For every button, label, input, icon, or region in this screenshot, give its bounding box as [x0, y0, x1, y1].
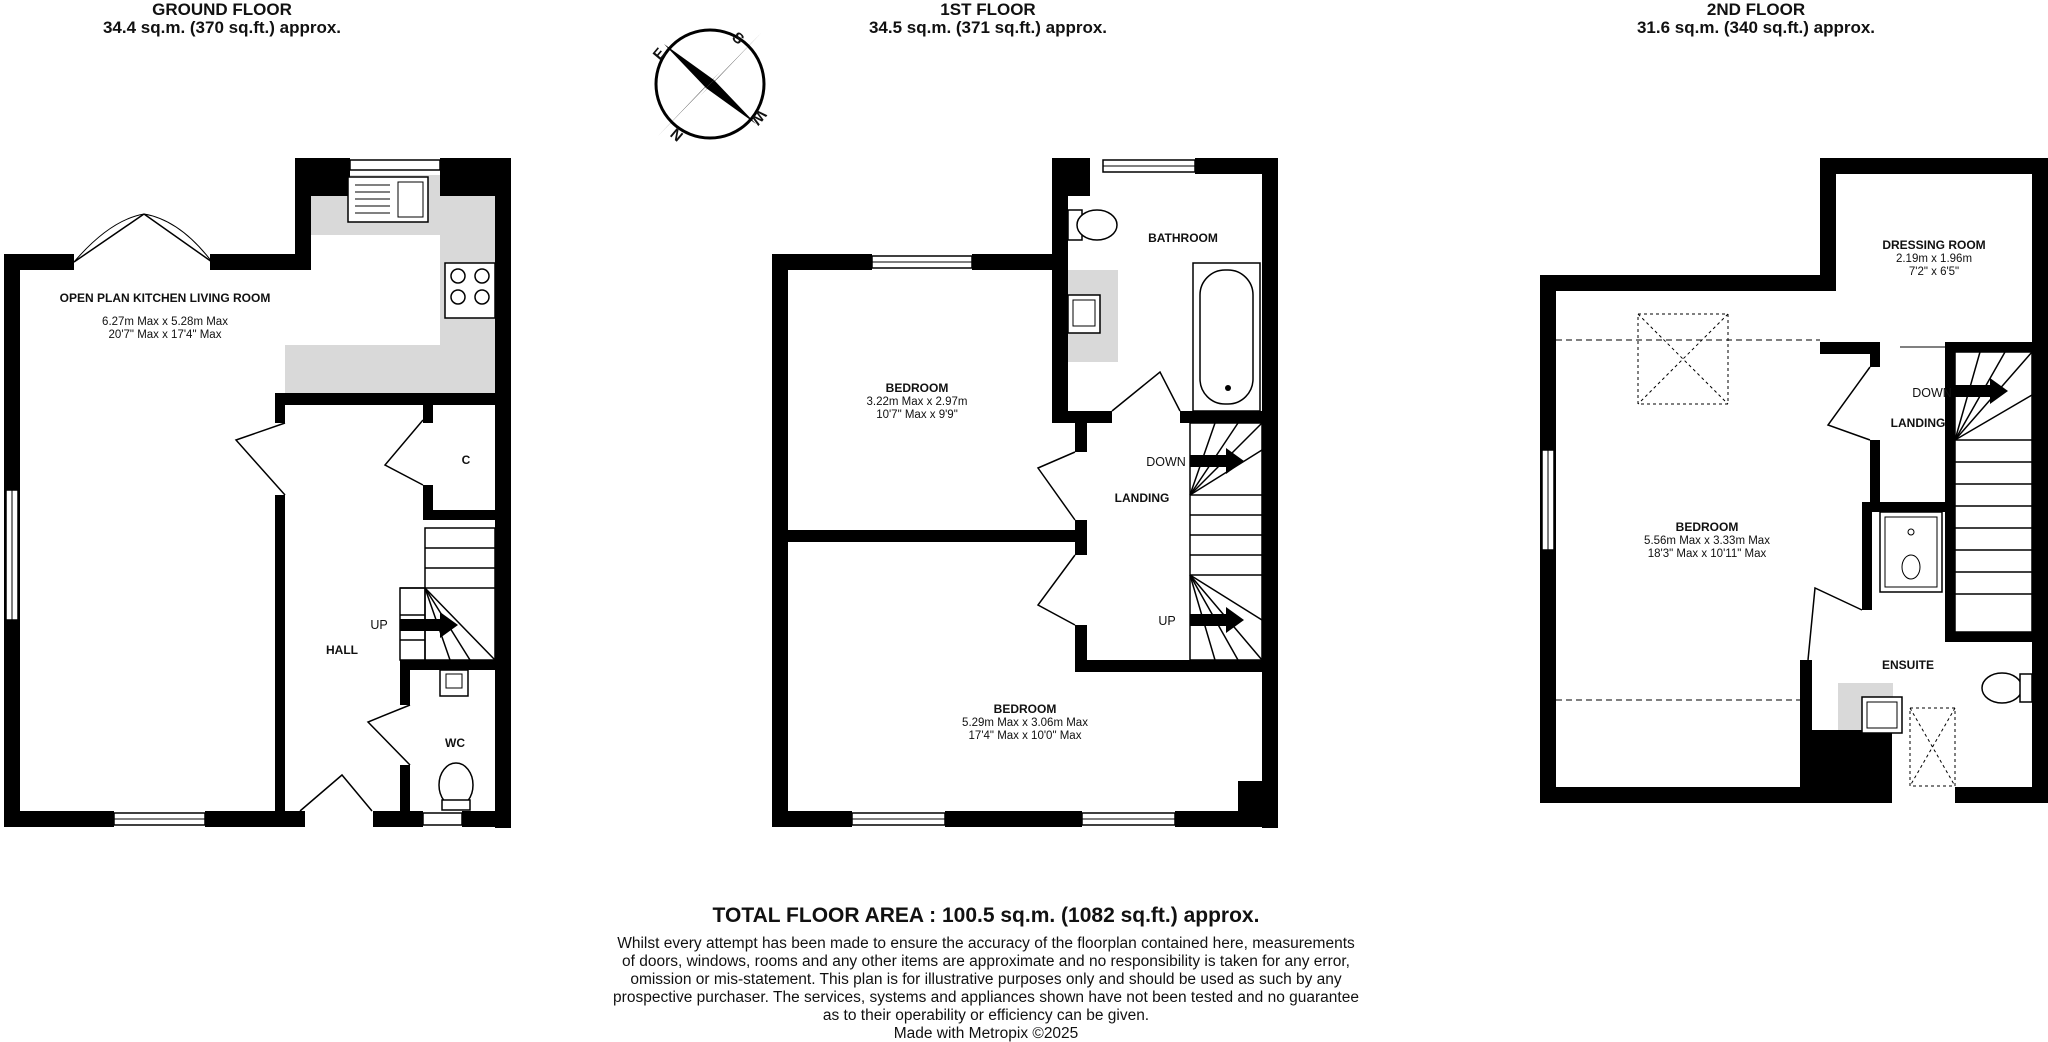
disclaimer-line: of doors, windows, rooms and any other items are approximate and no responsibility is taken for any error,	[621, 953, 1351, 970]
room-dim-kitchen-living-m: 6.27m Max x 5.28m Max	[102, 316, 228, 328]
room-name-bedroom-top: BEDROOM	[1675, 520, 1739, 534]
second-floor-area: 31.6 sq.m. (340 sq.ft.) approx.	[1636, 18, 1876, 37]
room-dim-bedroom-top-m: 5.56m Max x 3.33m Max	[1644, 535, 1770, 547]
ff-stairs-up-label: UP	[1158, 614, 1176, 628]
disclaimer-line: omission or mis-statement. This plan is for illustrative purposes only and should be used as such by any	[630, 971, 1342, 988]
sf-stairs-down-label: DOWN	[1912, 386, 1952, 400]
room-name-ff-landing: LANDING	[1114, 491, 1170, 505]
room-name-bedroom-large: BEDROOM	[993, 702, 1057, 716]
room-name-wc: WC	[445, 736, 465, 750]
room-name-cupboard: C	[461, 453, 471, 467]
room-dim-bedroom-large-ft: 17'4" Max x 10'0" Max	[968, 730, 1082, 742]
disclaimer-line: prospective purchaser. The services, systems and appliances shown have not been tested and no guarantee	[613, 989, 1359, 1006]
room-dim-dressing-ft: 7'2" x 6'5"	[1908, 266, 1960, 278]
compass-icon	[650, 29, 770, 145]
room-name-hall: HALL	[326, 643, 358, 657]
first-floor-title: 1ST FLOOR	[940, 0, 1036, 19]
room-name-bedroom-small: BEDROOM	[885, 381, 949, 395]
first-floor-area: 34.5 sq.m. (371 sq.ft.) approx.	[868, 18, 1108, 37]
disclaimer-line: as to their operability or efficiency can be given.	[822, 1007, 1150, 1024]
room-dim-bedroom-top-ft: 18'3" Max x 10'11" Max	[1647, 548, 1767, 560]
room-name-ensuite: ENSUITE	[1881, 658, 1935, 672]
room-dim-bedroom-small-ft: 10'7" Max x 9'9"	[876, 409, 958, 421]
room-dim-kitchen-living-ft: 20'7" Max x 17'4" Max	[108, 329, 222, 341]
second-floor-title: 2ND FLOOR	[1706, 0, 1806, 19]
room-dim-bedroom-large-m: 5.29m Max x 3.06m Max	[962, 717, 1088, 729]
compass-letter-w: W	[747, 106, 770, 128]
room-name-kitchen-living: OPEN PLAN KITCHEN LIVING ROOM	[59, 291, 271, 305]
compass-letter-e: E	[649, 44, 670, 64]
room-dim-bedroom-small-m: 3.22m Max x 2.97m	[866, 396, 968, 408]
room-dim-dressing-m: 2.19m x 1.96m	[1895, 253, 1973, 265]
total-floor-area: TOTAL FLOOR AREA : 100.5 sq.m. (1082 sq.ft.) approx.	[712, 904, 1260, 927]
compass-letter-s: S	[728, 28, 748, 49]
disclaimer-line: Whilst every attempt has been made to ensure the accuracy of the floorplan contained here, measurements	[617, 935, 1355, 952]
room-name-sf-landing: LANDING	[1890, 416, 1946, 430]
room-name-dressing: DRESSING ROOM	[1882, 238, 1986, 252]
ff-stairs-down-label: DOWN	[1146, 455, 1186, 469]
stairs-up-label: UP	[370, 618, 388, 632]
ground-floor-title: GROUND FLOOR	[152, 0, 292, 19]
compass-letter-n: N	[667, 124, 687, 145]
room-name-bathroom: BATHROOM	[1148, 231, 1218, 245]
ground-floor-plan	[4, 158, 511, 828]
ground-floor-area: 34.4 sq.m. (370 sq.ft.) approx.	[102, 18, 342, 37]
credit-line: Made with Metropix ©2025	[893, 1025, 1079, 1042]
